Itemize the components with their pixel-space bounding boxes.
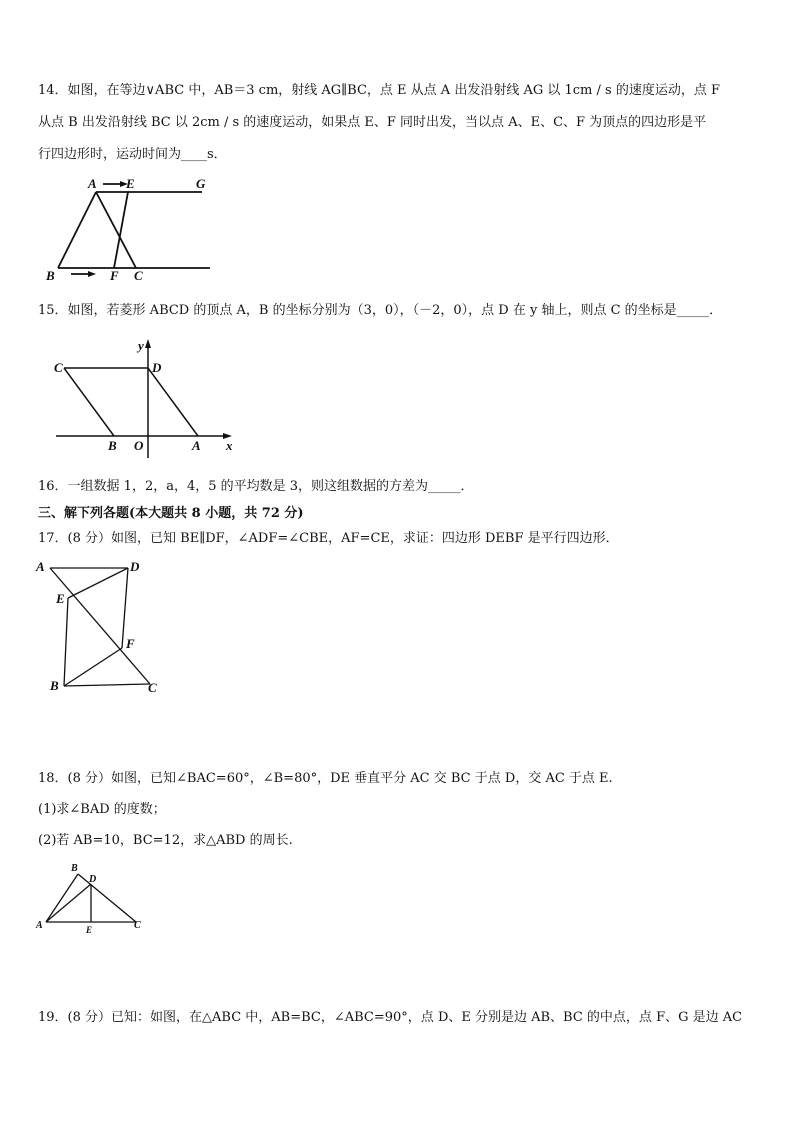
q14-label-f: F (110, 268, 119, 283)
q18-label-b: B (71, 863, 78, 874)
q15-label-c: C (54, 360, 63, 375)
q17-label-e: E (56, 591, 65, 606)
q17-label-d: D (130, 559, 140, 574)
q15-label-x-axis: x (226, 438, 233, 453)
q14-text-line-3: 行四边形时，运动时间为____s． (38, 147, 227, 162)
q15-label-y-axis: y (138, 338, 144, 353)
q18-label-d: D (89, 874, 97, 885)
q14-figure (40, 172, 220, 287)
q14-label-e: E (126, 176, 135, 191)
q15-text-line-1: 15．如图，若菱形 ABCD 的顶点 A，B 的坐标分别为（3，0），（－2，0），点 D 在 y 轴上，则点 C 的坐标是_____． (38, 303, 723, 318)
q15-label-d: D (152, 360, 162, 375)
q15-label-b: B (108, 438, 117, 453)
q17-label-c: C (148, 680, 157, 695)
q18-text-line-2: (1)求∠BAD 的度数； (38, 802, 166, 817)
q18-figure (36, 858, 151, 938)
q17-figure (36, 558, 166, 698)
q18-label-a: A (36, 920, 43, 931)
q14-text-line-2: 从点 B 出发沿射线 BC 以 2cm / s 的速度运动，如果点 E、F 同时出发，当以点 A、E、C、F 为顶点的四边形是平 (38, 115, 707, 130)
section-heading: 三、解下列各题(本大题共 8 小题，共 72 分) (38, 506, 304, 521)
q14-label-b: B (46, 268, 55, 283)
q14-label-c: C (134, 268, 143, 283)
q17-text-line-1: 17．(8 分）如图，已知 BE∥DF，∠ADF=∠CBE，AF=CE，求证：四边形 DEBF 是平行四边形． (38, 531, 619, 546)
q18-text-line-1: 18．(8 分）如图，已知∠BAC=60°，∠B=80°，DE 垂直平分 AC 交 BC 于点 D，交 AC 于点 E. (38, 771, 613, 786)
q14-label-a: A (88, 176, 97, 191)
q15-label-a: A (192, 438, 201, 453)
q16-text-line-1: 16．一组数据 1，2，a，4，5 的平均数是 3，则这组数据的方差为_____． (38, 479, 474, 494)
q17-label-b: B (50, 678, 59, 693)
q17-label-f: F (126, 636, 135, 651)
q15-label-origin: O (134, 438, 144, 453)
q18-label-c: C (134, 920, 141, 931)
q18-label-e: E (86, 925, 93, 935)
q19-text-line-1: 19．(8 分）已知：如图，在△ABC 中，AB=BC，∠ABC=90°，点 D、E 分别是边 AB、BC 的中点，点 F、G 是边 AC (38, 1010, 743, 1025)
q17-label-a: A (36, 559, 45, 574)
q15-figure (50, 334, 245, 464)
q14-text-line-1: 14．如图，在等边∨ABC 中，AB＝3 cm，射线 AG∥BC，点 E 从点 A 出发沿射线 AG 以 1cm / s 的速度运动，点 F (38, 83, 720, 98)
q14-label-g: G (196, 176, 206, 191)
q18-text-line-3: (2)若 AB=10，BC=12，求△ABD 的周长. (38, 833, 293, 848)
